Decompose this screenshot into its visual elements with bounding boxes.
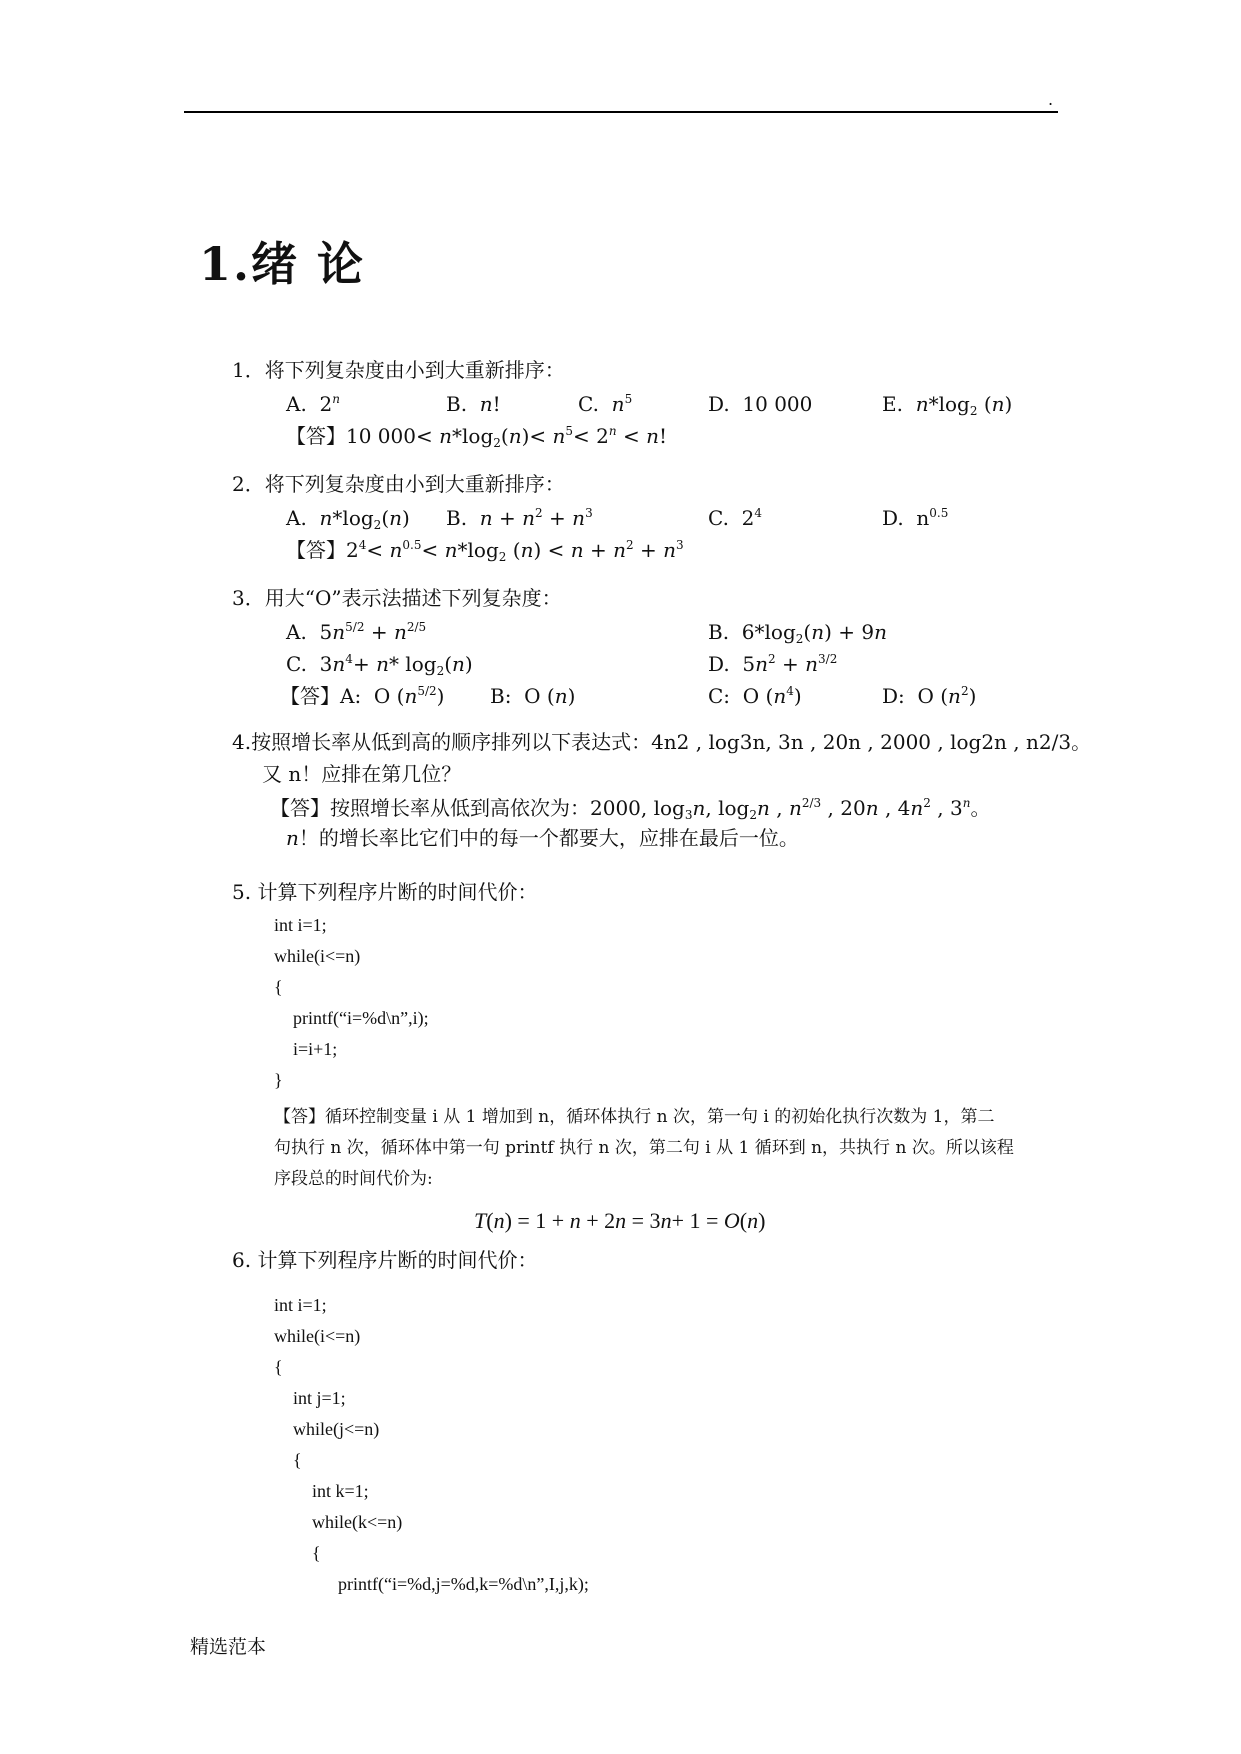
q6-code-line: { bbox=[274, 1357, 283, 1377]
q4-answer-line2: n！的增长率比它们中的每一个都要大，应排在最后一位。 bbox=[286, 826, 799, 850]
header-dot: . bbox=[1048, 90, 1054, 109]
q2-option-a: A. $n*\log_2(n)$ bbox=[286, 506, 410, 532]
header-rule bbox=[184, 111, 1058, 113]
q1-stem: 1．将下列复杂度由小到大重新排序： bbox=[232, 358, 565, 382]
q1-answer: 【答】10 $000< n*\log_2(n)< n^5< 2^n < n$! bbox=[286, 424, 668, 450]
q1-option-e: E. $n*\log_2$ (n) bbox=[882, 392, 1013, 418]
q6-stem: 6. 计算下列程序片断的时间代价： bbox=[232, 1248, 538, 1272]
q2-option-b: B. $n + n^2 + n^3$ bbox=[446, 506, 593, 530]
q5-code-line: { bbox=[274, 977, 283, 997]
q4-stem-line1: 4.按照增长率从低到高的顺序排列以下表达式：4n2 , log3n, 3n , 20n , 2000 , log2n , n2/3。 bbox=[232, 730, 1092, 754]
q1-option-d: D. 10 000 bbox=[708, 392, 813, 416]
q2-option-d: D. $n^{0.5}$ bbox=[882, 506, 949, 530]
q6-code-line: while(i<=n) bbox=[274, 1326, 361, 1346]
q6-code-line: int j=1; bbox=[293, 1388, 346, 1408]
q6-code-line: int i=1; bbox=[274, 1295, 327, 1315]
q3-answer-d: D: O $(n^2)$ bbox=[882, 684, 977, 708]
q2-answer: 【答】$2^4< n^{0.5}< n*\log_2$ $(n) < n + n^2 + n^3$ bbox=[286, 538, 684, 564]
page-footer: 精选范本 bbox=[190, 1636, 267, 1658]
q6-code-line: { bbox=[293, 1450, 302, 1470]
q2-stem: 2．将下列复杂度由小到大重新排序： bbox=[232, 472, 565, 496]
q6-code-line: printf(“i=%d,j=%d,k=%d\n”,I,j,k); bbox=[338, 1574, 589, 1594]
chapter-title: 1.绪 论 bbox=[199, 237, 366, 291]
q1-option-c: C. $n^5$ bbox=[578, 392, 633, 416]
q3-option-a: A. $5n^{5/2} + n^{2/5}$ bbox=[286, 620, 427, 644]
q3-answer-b: B: O (n) bbox=[490, 684, 576, 708]
q5-answer-line2: 句执行 n 次，循环体中第一句 printf 执行 n 次，第二句 i 从 1 循环到 n，共执行 n 次。所以该程 bbox=[274, 1138, 1014, 1158]
q5-code-line: } bbox=[274, 1070, 283, 1090]
q5-answer-line1: 【答】循环控制变量 i 从 1 增加到 n，循环体执行 n 次，第一句 i 的初始化执行次数为 1，第二 bbox=[274, 1107, 995, 1127]
q5-code-line: int i=1; bbox=[274, 915, 327, 935]
q6-code-line: while(k<=n) bbox=[312, 1512, 403, 1532]
q1-option-b: B. n! bbox=[446, 392, 501, 416]
q3-option-b: B. $6*\log_2(n) + 9n$ bbox=[708, 620, 887, 646]
q3-answer-a: 【答】A: O $(n^{5/2})$ bbox=[280, 684, 445, 708]
q4-answer: 【答】按照增长率从低到高依次为：2000, $\log_3n$, $\log_2n$ , $n^{2/3}$ , 20n , $4n^2$ , 3$^n$。 bbox=[270, 796, 991, 822]
q5-answer-line3: 序段总的时间代价为: bbox=[274, 1169, 433, 1189]
q2-option-c: C. $2^4$ bbox=[708, 506, 763, 530]
q3-option-c: C. $3n^4+ n*$ $\log_2(n)$ bbox=[286, 652, 473, 678]
q4-stem-line2: 又 n！应排在第几位？ bbox=[262, 762, 462, 786]
q5-code-line: i=i+1; bbox=[293, 1039, 338, 1059]
q5-stem: 5. 计算下列程序片断的时间代价： bbox=[232, 880, 538, 904]
q1-option-a: A. 2$^n$ bbox=[286, 392, 340, 416]
q5-code-line: while(i<=n) bbox=[274, 946, 361, 966]
q6-code-line: while(j<=n) bbox=[293, 1419, 380, 1439]
q6-code-line: { bbox=[312, 1543, 321, 1563]
q3-stem: 3．用大“O”表示法描述下列复杂度： bbox=[232, 586, 562, 610]
q3-answer-c: C: O $(n^4)$ bbox=[708, 684, 802, 708]
q6-code-line: int k=1; bbox=[312, 1481, 369, 1501]
q5-formula: T(n) = 1 + n + 2n = 3n+ 1 = O(n) bbox=[474, 1208, 766, 1233]
q5-code-line: printf(“i=%d\n”,i); bbox=[293, 1008, 429, 1028]
q3-option-d: D. $5n^2 + n^{3/2}$ bbox=[708, 652, 838, 676]
